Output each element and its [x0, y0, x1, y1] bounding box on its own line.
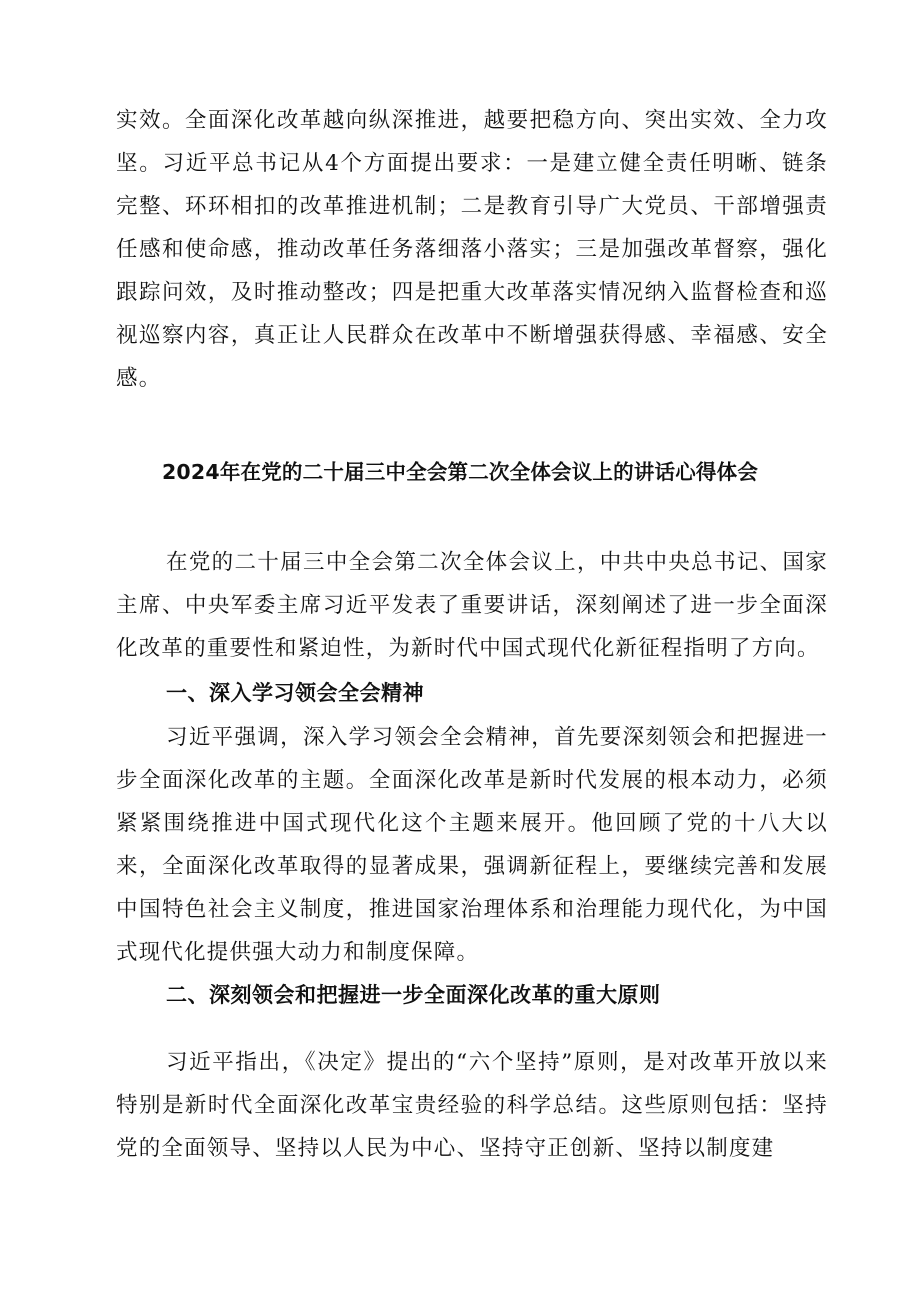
section-1-paragraph: 习近平强调，深入学习领会全会精神，首先要深刻领会和把握进一步全面深化改革的主题。全面深化改革是新时代发展的根本动力，必须紧紧围绕推进中国式现代化这个主题来展开。他回顾了党的十八大以来，全面深化改革取得的显著成果，强调新征程上，要继续完善和发展中国特色社会主义制度，推进国家治理体系和治理能力现代化，为中国式现代化提供强大动力和制度保障。 [116, 725, 828, 965]
section-2-paragraph: 习近平指出，《决定》提出的“六个坚持”原则，是对改革开放以来特别是新时代全面深化改革宝贵经验的科学总结。这些原则包括：坚持党的全面领导、坚持以人民为中心、坚持守正创新、坚持以制度建 [116, 1050, 828, 1161]
document-title: 2024年在党的二十届三中全会第二次全体会议上的讲话心得体会 [161, 460, 759, 484]
section-2-heading: 二、深刻领会和把握进一步全面深化改革的重大原则 [166, 983, 661, 1007]
intro-paragraph: 实效。全面深化改革越向纵深推进，越要把稳方向、突出实效、全力攻坚。习近平总书记从4个方面提出要求：一是建立健全责任明晰、链条完整、环环相扣的改革推进机制；二是教育引导广大党员、干部增强责任感和使命感，推动改革任务落细落小落实；三是加强改革督察，强化跟踪问效，及时推动整改；四是把重大改革落实情况纳入监督检查和巡视巡察内容，真正让人民群众在改革中不断增强获得感、幸福感、安全感。 [116, 108, 828, 391]
opening-paragraph: 在党的二十届三中全会第二次全体会议上，中共中央总书记、国家主席、中央军委主席习近平发表了重要讲话，深刻阐述了进一步全面深化改革的重要性和紧迫性，为新时代中国式现代化新征程指明了方向。 [116, 550, 828, 661]
section-1-heading: 一、深入学习领会全会精神 [166, 681, 424, 705]
